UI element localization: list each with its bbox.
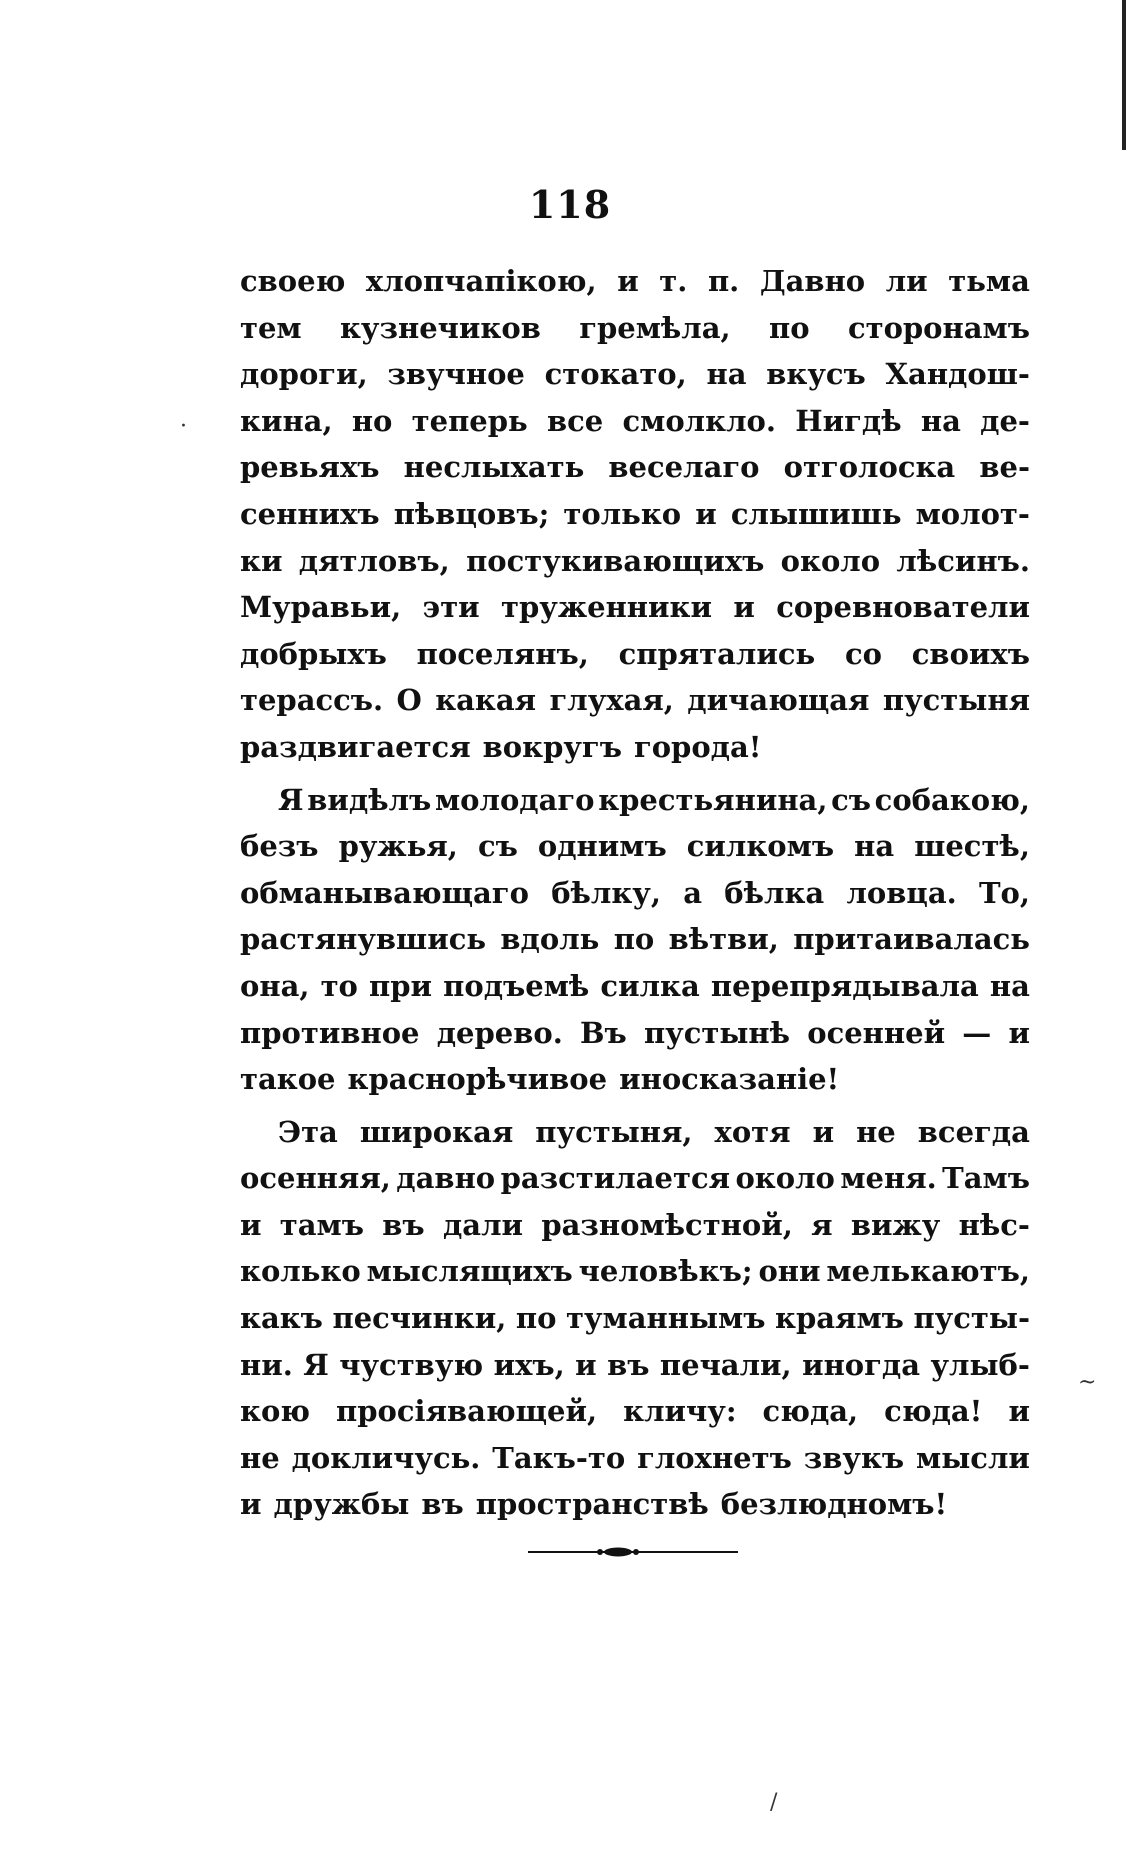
text-line: какъ песчинки, по туманнымъ краямъ пусты- <box>240 1301 1030 1336</box>
text-line: ревьяхъ неслыхать веселаго отголоска ве- <box>240 450 1030 485</box>
margin-speck: · <box>180 414 187 439</box>
text-line: раздвигается вокругъ города! <box>240 729 762 764</box>
text-line: добрыхъ поселянъ, спрятались со своихъ <box>240 636 1030 671</box>
text-line: она, то при подъемѣ силка перепрядывала на <box>240 968 1030 1003</box>
page-number: 118 <box>528 182 612 227</box>
text-line: ки дятловъ, постукивающихъ около лѣсинъ. <box>240 543 1030 578</box>
text-line: дороги, звучное стокато, на вкусъ Хандош- <box>240 357 1030 392</box>
text-line: кою просіявающей, кличу: сюда, сюда! и <box>240 1394 1030 1429</box>
text-line: растянувшись вдоль по вѣтви, притаивалась <box>240 922 1030 957</box>
ornamental-divider <box>528 1546 738 1558</box>
text-line: колько мыслящихъ человѣкъ; они мелькаютъ, <box>240 1254 1030 1289</box>
page-edge-mark <box>1122 0 1126 150</box>
text-line: противное дерево. Въ пустынѣ осенней — и <box>240 1015 1030 1050</box>
text-line: ни. Я чуствую ихъ, и въ печали, иногда улыб- <box>240 1347 1030 1382</box>
text-line: и тамъ въ дали разномѣстной, я вижу нѣс- <box>240 1207 1030 1242</box>
text-line: безъ ружья, съ однимъ силкомъ на шестѣ, <box>240 829 1030 864</box>
text-line: Муравьи, эти труженники и соревнователи <box>240 590 1030 625</box>
text-line: обманывающаго бѣлку, а бѣлка ловца. То, <box>240 875 1030 910</box>
text-line: Эта широкая пустыня, хотя и не всегда <box>278 1114 1030 1149</box>
text-line: не докличусь. Такъ-то глохнетъ звукъ мысли <box>240 1440 1030 1475</box>
text-line: терассъ. О какая глухая, дичающая пустыня <box>240 683 1030 718</box>
text-line: осенняя, давно разстилается около меня. Тамъ <box>240 1161 1030 1196</box>
text-line: и дружбы въ пространствѣ безлюдномъ! <box>240 1487 948 1522</box>
text-line: такое краснорѣчивое иносказаніе! <box>240 1062 840 1097</box>
margin-speck: / <box>770 1790 778 1815</box>
body-text <box>240 258 1030 1528</box>
margin-speck: ~ <box>1078 1370 1097 1395</box>
text-line: сеннихъ пѣвцовъ; только и слышишь молот- <box>240 496 1030 531</box>
text-line: своею хлопчапікою, и т. п. Давно ли тьма <box>240 264 1030 298</box>
text-line: Я видѣлъ молодаго крестьянина, съ собакою, <box>278 782 1030 817</box>
text-line: кина, но теперь все смолкло. Нигдѣ на де- <box>240 403 1030 438</box>
text-line: тем кузнечиков гремѣла, по сторонамъ <box>240 310 1030 345</box>
